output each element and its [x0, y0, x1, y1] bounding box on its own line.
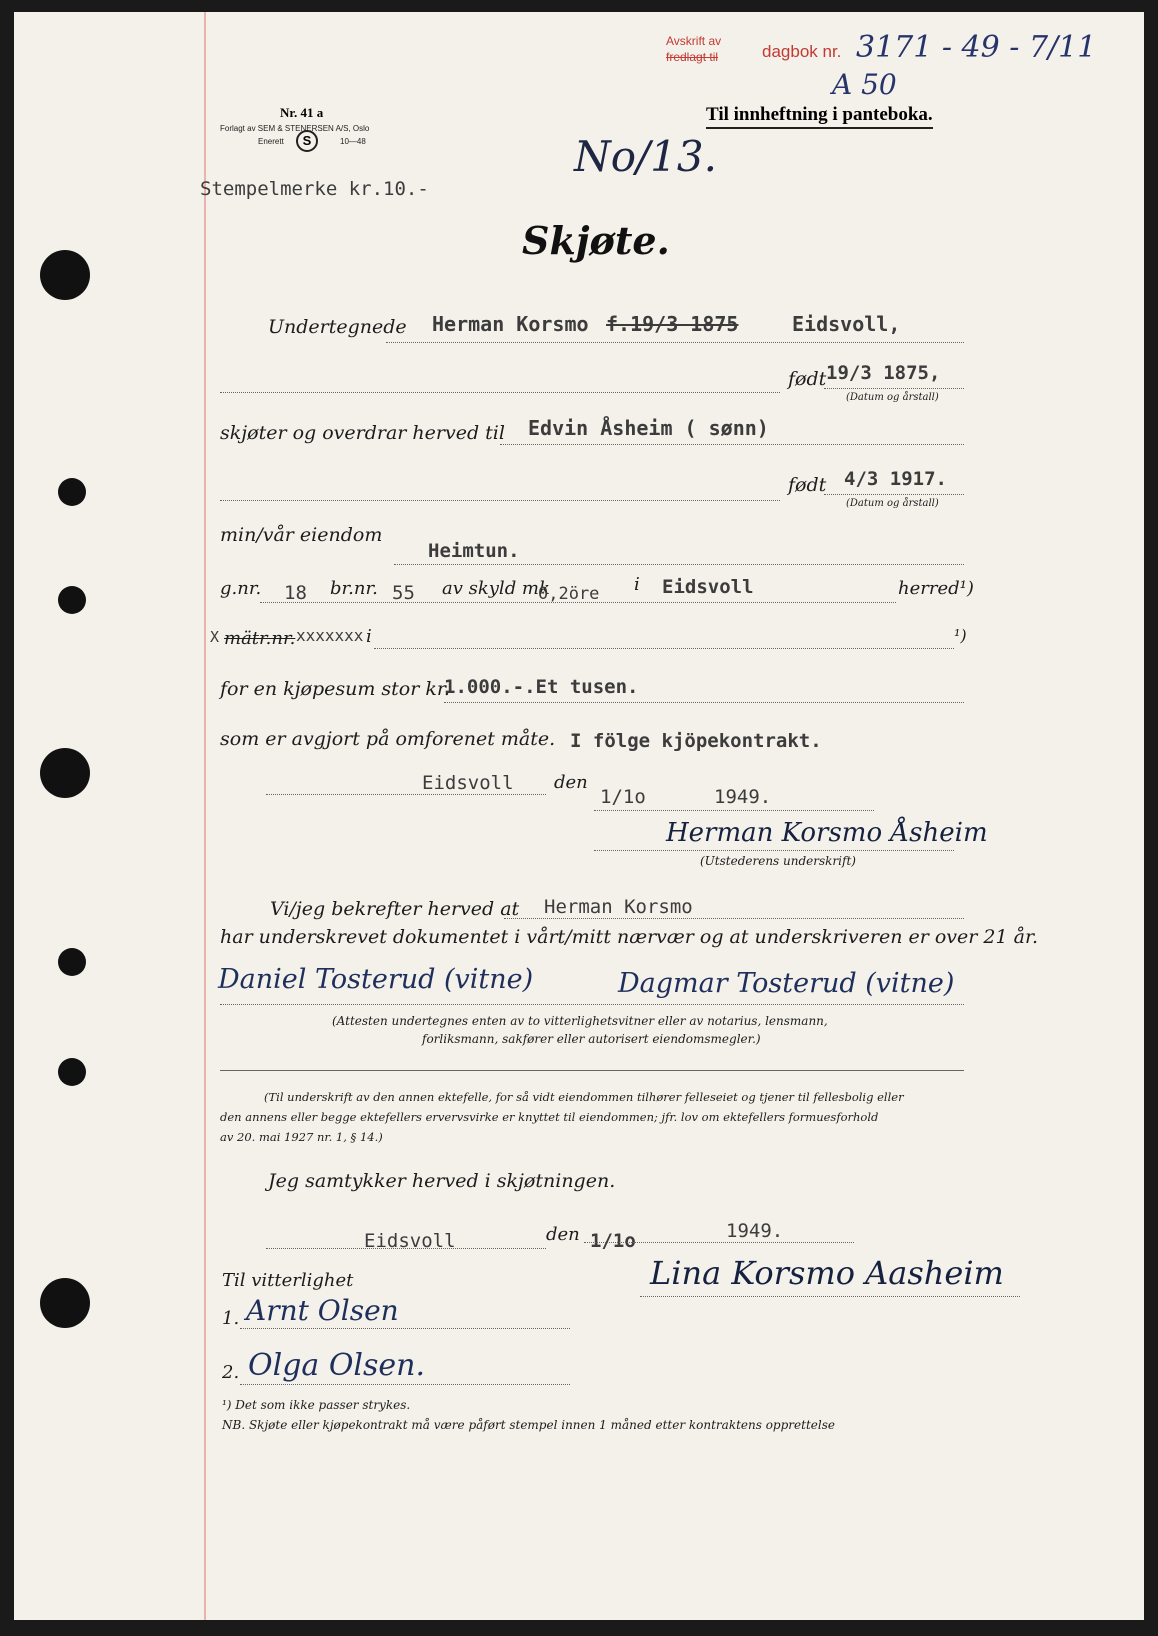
buyer-born-label: født: [788, 474, 827, 496]
stamp-handwritten-number: 3171 - 49 - 7/11: [856, 30, 1097, 65]
spouse-note-2: den annens eller begge ektefellers ervervsvirke er knyttet til eiendommen; jfr. lov om ektefellers formuesforhold: [220, 1110, 879, 1124]
date1-date: 1/1o: [600, 786, 646, 808]
transfer-line: [500, 444, 964, 445]
kjopesum-line: [444, 702, 964, 703]
vitterlighet-line-1: [240, 1328, 570, 1329]
transfer-value: Edvin Åsheim ( sønn): [528, 416, 769, 440]
witness-line: [220, 1004, 964, 1005]
stamp-line-1: Avskrift av: [666, 34, 722, 48]
undertegnede-label: Undertegnede: [268, 316, 407, 338]
binder-hole: [40, 1278, 90, 1328]
document-title: Skjøte.: [522, 218, 670, 263]
matrnr-struck-x: X: [210, 628, 220, 646]
herred-label: herred¹): [898, 578, 974, 599]
date2-year: 1949.: [726, 1220, 784, 1242]
date1-place: Eidsvoll: [422, 772, 514, 794]
binder-hole: [58, 1058, 86, 1086]
date1-year: 1949.: [714, 786, 772, 808]
seller-born-hint: (Datum og årstall): [846, 392, 939, 403]
samtykke: Jeg samtykker herved i skjøtningen.: [268, 1170, 616, 1192]
matrnr-label: mätr.nr.: [224, 628, 296, 649]
form-number: Nr. 41 a: [280, 105, 324, 120]
date1-line: [594, 810, 874, 811]
publisher-date: 10—48: [340, 137, 366, 146]
signature1-line: [594, 850, 954, 851]
section-divider: [220, 1070, 964, 1071]
brnr-label: br.nr.: [330, 578, 378, 599]
gnr-line: [260, 602, 896, 603]
witness-2-signature: Dagmar Tosterud (vitne): [618, 968, 955, 999]
property-line: [394, 564, 964, 565]
kjopesum-label: for en kjøpesum stor kr.: [220, 678, 450, 700]
bekrefter-value: Herman Korsmo: [544, 896, 693, 918]
skyld-value: 0,2öre: [538, 584, 600, 604]
stempelmerke: Stempelmerke kr.10.-: [200, 178, 429, 200]
matrnr-line: [374, 648, 954, 649]
binder-hole: [58, 478, 86, 506]
vitterlighet-number-1: 1.: [222, 1308, 240, 1329]
vitterlighet-witness-2: Olga Olsen.: [248, 1348, 426, 1383]
publisher-enerett: Enerett: [258, 137, 284, 146]
bekrefter-label: Vi/jeg bekrefter herved at: [270, 898, 520, 920]
vitterlighet-witness-1: Arnt Olsen: [246, 1294, 399, 1327]
publisher-line: Forlagt av SEM & STENERSEN A/S, Oslo: [220, 124, 370, 133]
date2-den: den: [546, 1224, 580, 1245]
date1-den: den: [554, 772, 588, 793]
bekrefter-line2: har underskrevet dokumentet i vårt/mitt nærvær og at underskriveren er over 21 år.: [220, 926, 1038, 948]
date2-date: 1/1o: [590, 1230, 636, 1252]
binder-hole: [58, 948, 86, 976]
binder-hole: [58, 586, 86, 614]
witness-note-2: forliksmann, sakfører eller autorisert eiendomsmegler.): [422, 1032, 761, 1046]
skyld-label: av skyld mk: [442, 578, 550, 599]
undertegnede-struck: f.19/3 1875: [606, 312, 739, 336]
stamp-line-2: fredlagt til: [666, 50, 719, 64]
undertegnede-line: [386, 342, 964, 343]
undertegnede-place: Eidsvoll,: [792, 312, 901, 336]
avgjort-label: som er avgjort på omforenet måte.: [220, 728, 556, 750]
signature2-line: [640, 1296, 1020, 1297]
vitterlighet-line-2: [240, 1384, 570, 1385]
vitterlighet-number-2: 2.: [222, 1362, 240, 1383]
witness-1-signature: Daniel Tosterud (vitne): [218, 964, 534, 995]
margin-line: [204, 12, 206, 1620]
date1-place-line: [266, 794, 546, 795]
seller-born-value: 19/3 1875,: [826, 362, 941, 384]
binder-hole: [40, 250, 90, 300]
seller-born-line: [824, 388, 964, 389]
stamp-dagbok-label: dagbok nr.: [762, 42, 842, 61]
undertegnede-value: Herman Korsmo: [432, 312, 589, 336]
vitterlighet-label: Til vitterlighet: [222, 1270, 354, 1291]
property-value: Heimtun.: [428, 540, 520, 562]
transfer-label: skjøter og overdrar herved til: [220, 422, 505, 444]
gnr-value: 18: [284, 582, 307, 604]
matrnr-i: i: [366, 626, 372, 647]
spouse-note-1: (Til underskrift av den annen ektefelle, for så vidt eiendommen tilhører felleseiet og tjener til fellesbolig eller: [264, 1090, 904, 1104]
buyer-born-value: 4/3 1917.: [844, 468, 947, 490]
footnote-2: NB. Skjøte eller kjøpekontrakt må være påført stempel innen 1 måned etter kontraktens opprettelse: [222, 1418, 835, 1432]
i-label: i: [634, 574, 640, 595]
footnote-1: ¹) Det som ikke passer strykes.: [222, 1398, 411, 1412]
spouse-signature: Lina Korsmo Aasheim: [650, 1254, 1004, 1292]
stamp-handwritten-code: A 50: [832, 68, 897, 101]
matrnr-struck: xxxxxxx: [296, 626, 364, 645]
document-page: [14, 12, 1144, 1620]
kjopesum-value: 1.000.-.Et tusen.: [444, 676, 639, 698]
avgjort-value: I fölge kjöpekontrakt.: [570, 730, 822, 752]
brnr-value: 55: [392, 582, 415, 604]
seller-born-label: født: [788, 368, 827, 390]
date2-line: [584, 1242, 854, 1243]
publisher-logo: S: [296, 130, 318, 152]
seller-born-line-left: [220, 392, 780, 393]
til-innheftning: Til innheftning i panteboka.: [706, 104, 933, 129]
herred-value: Eidsvoll: [662, 576, 754, 598]
buyer-born-line-left: [220, 500, 780, 501]
handwritten-no: No/13.: [574, 132, 717, 181]
buyer-born-hint: (Datum og årstall): [846, 498, 939, 509]
property-label: min/vår eiendom: [220, 524, 383, 546]
gnr-label: g.nr.: [220, 578, 262, 599]
binder-hole: [40, 748, 90, 798]
date2-place: Eidsvoll: [364, 1230, 456, 1252]
seller-signature: Herman Korsmo Åsheim: [666, 818, 988, 848]
matrnr-footnote: ¹): [954, 626, 967, 645]
buyer-born-line: [824, 494, 964, 495]
bekrefter-line: [504, 918, 964, 919]
witness-note-1: (Attesten undertegnes enten av to vitterlighetsvitner eller av notarius, lensmann,: [332, 1014, 828, 1028]
signature1-caption: (Utstederens underskrift): [700, 854, 856, 868]
spouse-note-3: av 20. mai 1927 nr. 1, § 14.): [220, 1130, 383, 1144]
